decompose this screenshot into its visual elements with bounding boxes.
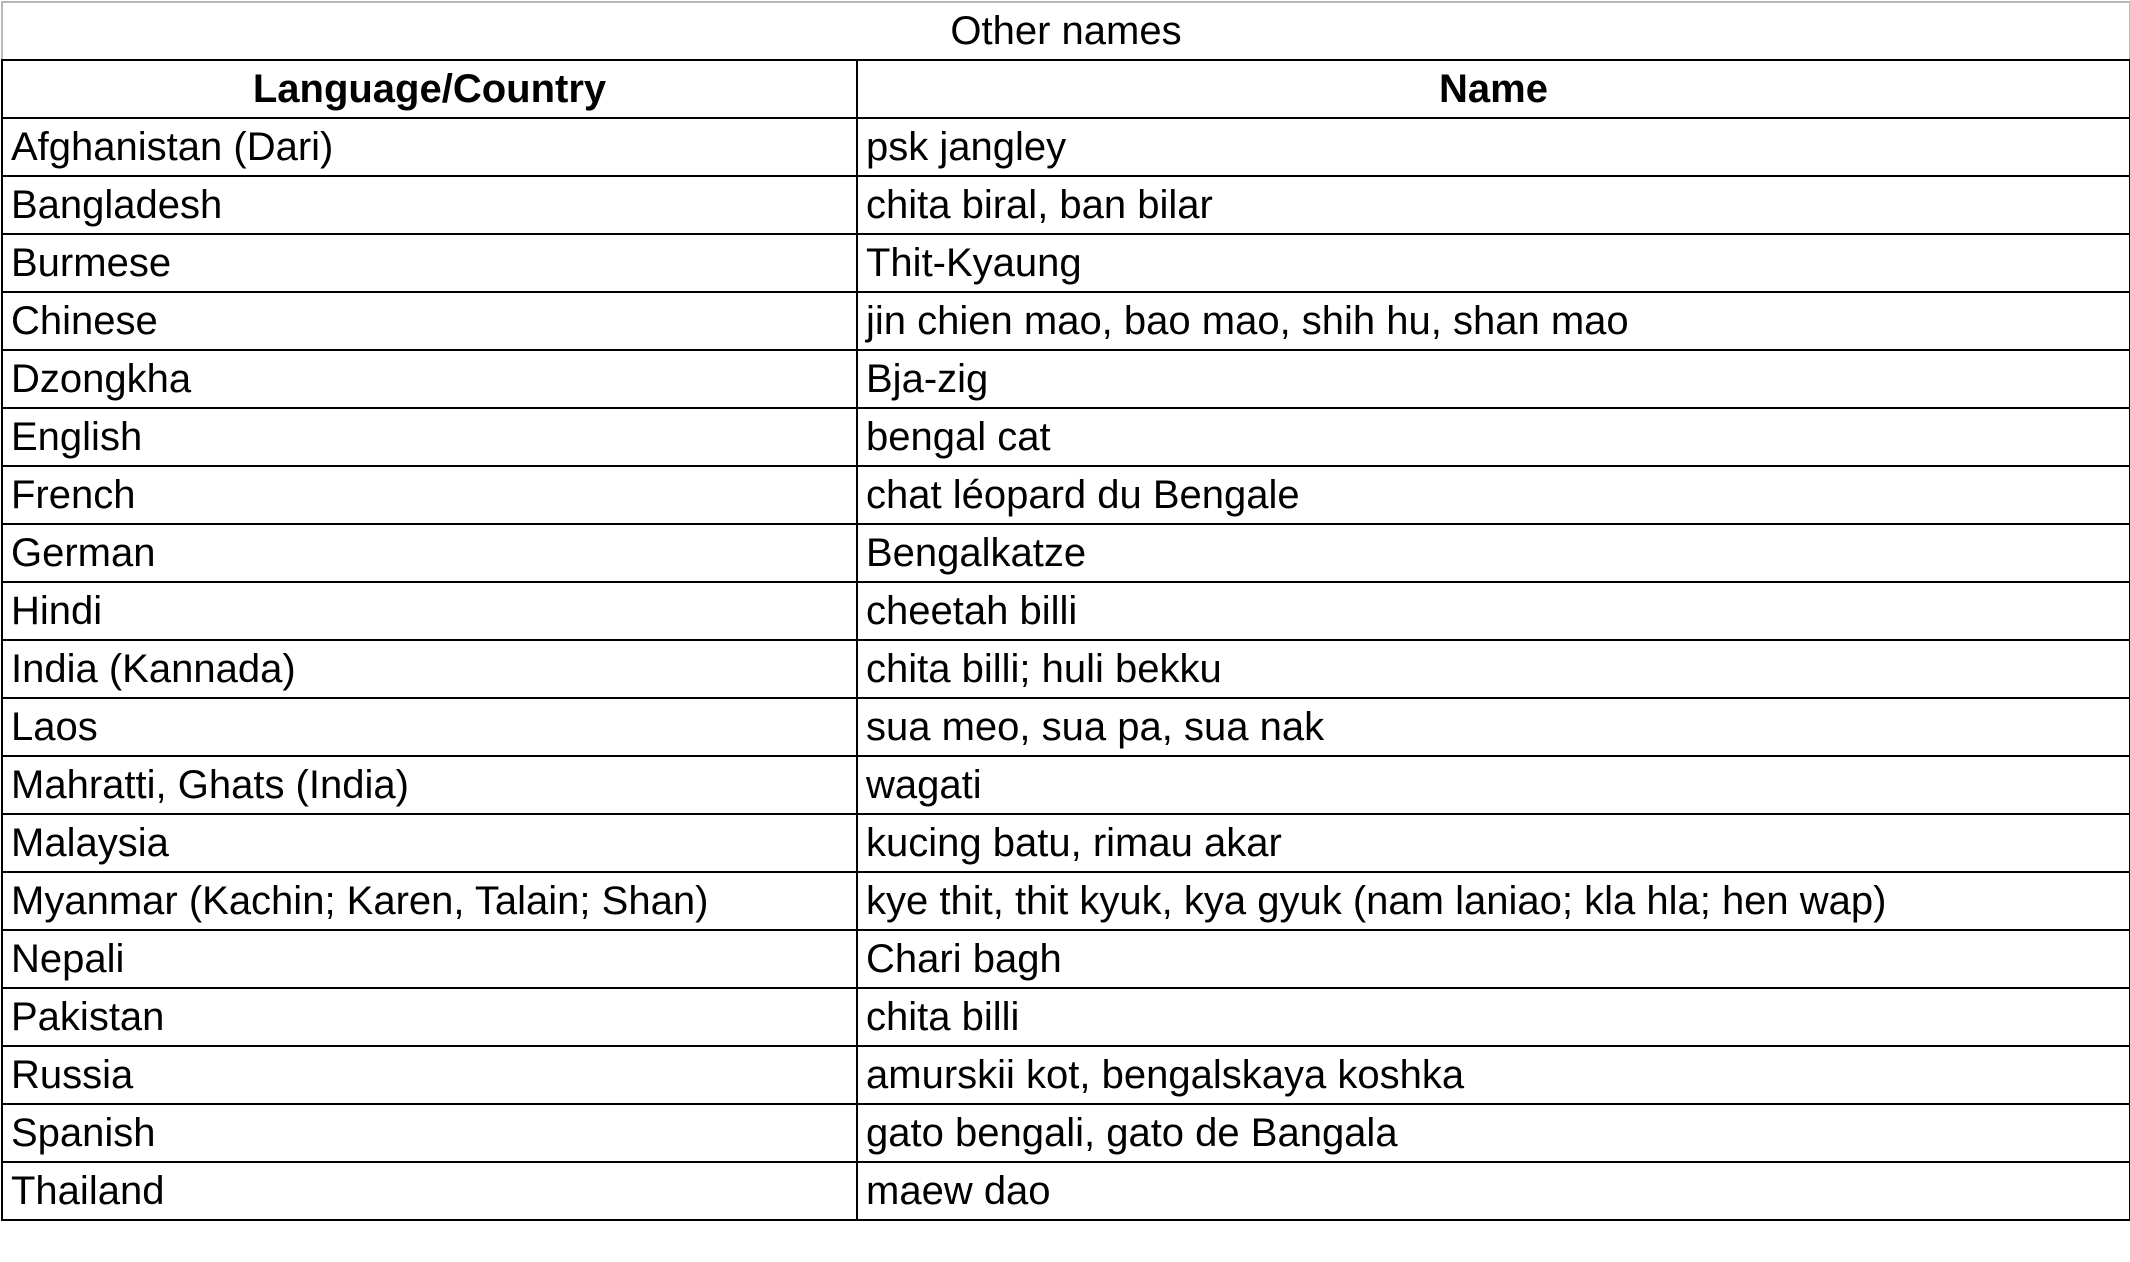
language-cell[interactable]: Myanmar (Kachin; Karen, Talain; Shan) <box>2 872 857 930</box>
table-row <box>2 1162 2130 1220</box>
name-cell[interactable]: chita billi; huli bekku <box>857 640 2130 698</box>
name-cell[interactable]: kye thit, thit kyuk, kya gyuk (nam laniao; kla hla; hen wap) <box>857 872 2130 930</box>
other-names-table <box>1 1 2130 1221</box>
language-cell[interactable]: French <box>2 466 857 524</box>
header-row <box>2 60 2130 118</box>
language-cell[interactable]: Pakistan <box>2 988 857 1046</box>
language-cell[interactable]: Russia <box>2 1046 857 1104</box>
language-cell[interactable]: Nepali <box>2 930 857 988</box>
language-cell[interactable]: German <box>2 524 857 582</box>
table-row <box>2 176 2130 234</box>
name-cell[interactable]: chita biral, ban bilar <box>857 176 2130 234</box>
table-row <box>2 582 2130 640</box>
name-cell[interactable]: Chari bagh <box>857 930 2130 988</box>
name-cell[interactable]: Bja-zig <box>857 350 2130 408</box>
table-body <box>2 118 2130 1220</box>
language-cell[interactable]: India (Kannada) <box>2 640 857 698</box>
table-row <box>2 988 2130 1046</box>
language-cell[interactable]: Spanish <box>2 1104 857 1162</box>
language-cell[interactable]: Mahratti, Ghats (India) <box>2 756 857 814</box>
name-cell[interactable]: Bengalkatze <box>857 524 2130 582</box>
table-row <box>2 1104 2130 1162</box>
header-language-country[interactable]: Language/Country <box>2 60 857 118</box>
name-cell[interactable]: amurskii kot, bengalskaya koshka <box>857 1046 2130 1104</box>
table-row <box>2 814 2130 872</box>
language-cell[interactable]: Afghanistan (Dari) <box>2 118 857 176</box>
table-row <box>2 234 2130 292</box>
language-cell[interactable]: Dzongkha <box>2 350 857 408</box>
table-title-row <box>2 2 2130 60</box>
language-cell[interactable]: Burmese <box>2 234 857 292</box>
name-cell[interactable]: cheetah billi <box>857 582 2130 640</box>
name-cell[interactable]: jin chien mao, bao mao, shih hu, shan mao <box>857 292 2130 350</box>
language-cell[interactable]: English <box>2 408 857 466</box>
table-title[interactable]: Other names <box>2 2 2130 60</box>
name-cell[interactable]: sua meo, sua pa, sua nak <box>857 698 2130 756</box>
name-cell[interactable]: wagati <box>857 756 2130 814</box>
table-row <box>2 640 2130 698</box>
language-cell[interactable]: Bangladesh <box>2 176 857 234</box>
name-cell[interactable]: gato bengali, gato de Bangala <box>857 1104 2130 1162</box>
table-row <box>2 118 2130 176</box>
table-row <box>2 408 2130 466</box>
name-cell[interactable]: kucing batu, rimau akar <box>857 814 2130 872</box>
language-cell[interactable]: Malaysia <box>2 814 857 872</box>
table-row <box>2 292 2130 350</box>
table-row <box>2 756 2130 814</box>
table-row <box>2 524 2130 582</box>
name-cell[interactable]: chat léopard du Bengale <box>857 466 2130 524</box>
table-row <box>2 872 2130 930</box>
table-row <box>2 930 2130 988</box>
header-name[interactable]: Name <box>857 60 2130 118</box>
language-cell[interactable]: Thailand <box>2 1162 857 1220</box>
language-cell[interactable]: Laos <box>2 698 857 756</box>
name-cell[interactable]: psk jangley <box>857 118 2130 176</box>
name-cell[interactable]: chita billi <box>857 988 2130 1046</box>
language-cell[interactable]: Hindi <box>2 582 857 640</box>
language-cell[interactable]: Chinese <box>2 292 857 350</box>
name-cell[interactable]: bengal cat <box>857 408 2130 466</box>
table-row <box>2 1046 2130 1104</box>
table-row <box>2 350 2130 408</box>
table-row <box>2 698 2130 756</box>
name-cell[interactable]: maew dao <box>857 1162 2130 1220</box>
table-row <box>2 466 2130 524</box>
name-cell[interactable]: Thit-Kyaung <box>857 234 2130 292</box>
